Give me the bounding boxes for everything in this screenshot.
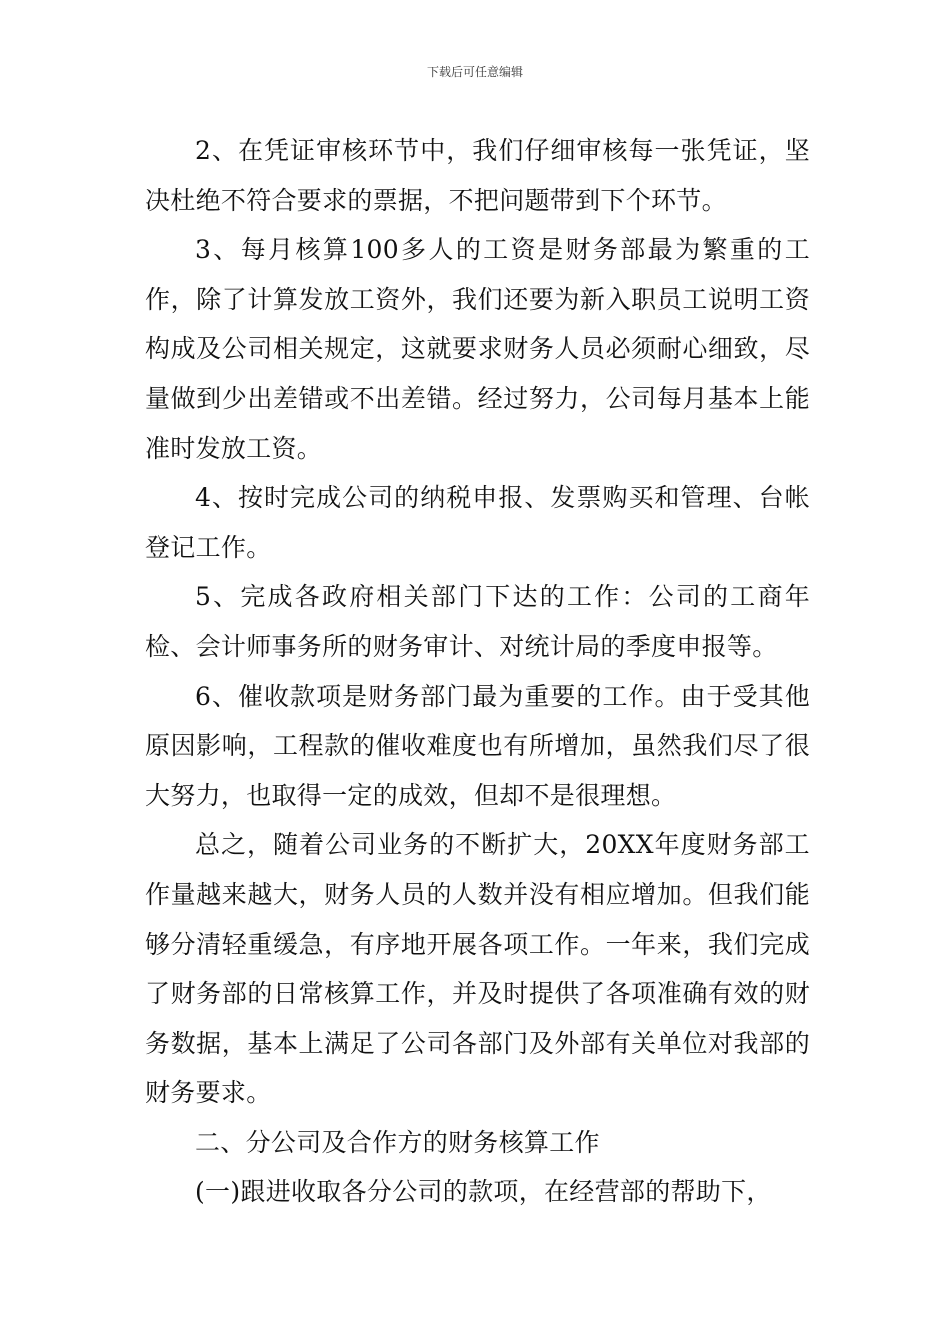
paragraph-payroll: 3、每月核算100多人的工资是财务部最为繁重的工作，除了计算发放工资外，我们还要为新入职员工说明工资构成及公司相关规定，这就要求财务人员必须耐心细致，尽量做到少出差错或不出差错。经过努力，公司每月基本上能准时发放工资。 <box>145 235 810 463</box>
document-body <box>145 126 810 1217</box>
paragraph-collections: 6、催收款项是财务部门最为重要的工作。由于受其他原因影响，工程款的催收难度也有所增加，虽然我们尽了很大努力，也取得一定的成效，但却不是很理想。 <box>145 681 810 810</box>
paragraph-tax-filing: 4、按时完成公司的纳税申报、发票购买和管理、台帐登记工作。 <box>145 483 810 562</box>
page-header-note: 下载后可任意编辑 <box>426 65 523 79</box>
paragraph-voucher-review: 2、在凭证审核环节中，我们仔细审核每一张凭证，坚决杜绝不符合要求的票据，不把问题带到下个环节。 <box>145 136 810 215</box>
paragraph-branch-collections: (一)跟进收取各分公司的款项，在经营部的帮助下， <box>195 1177 772 1207</box>
paragraph-summary: 总之，随着公司业务的不断扩大，20XX年度财务部工作量越来越大，财务人员的人数并没有相应增加。但我们能够分清轻重缓急，有序地开展各项工作。一年来，我们完成了财务部的日常核算工作，并及时提供了各项准确有效的财务数据，基本上满足了公司各部门及外部有关单位对我部的财务要求。 <box>145 830 810 1108</box>
section-heading-branch-accounting: 二、分公司及合作方的财务核算工作 <box>195 1127 600 1157</box>
paragraph-government-tasks: 5、完成各政府相关部门下达的工作：公司的工商年检、会计师事务所的财务审计、对统计局的季度申报等。 <box>145 582 810 661</box>
